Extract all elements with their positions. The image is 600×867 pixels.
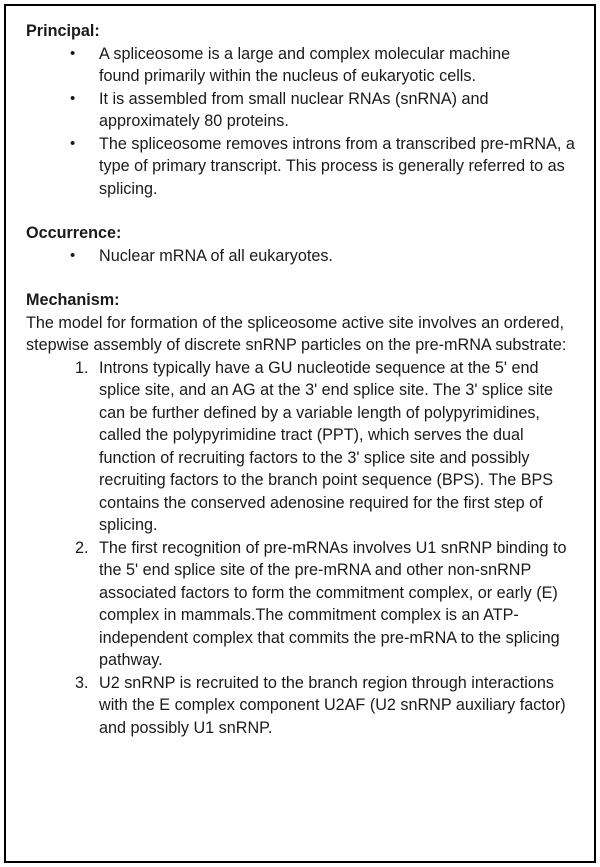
occurrence-section [26,222,581,267]
list-item: • It is assembled from small nuclear RNAs (snRNA) and approximately 80 proteins. [99,88,581,133]
list-item: • Nuclear mRNA of all eukaryotes. [99,245,581,268]
occurrence-list [26,245,581,268]
principal-heading: Principal: [26,22,100,40]
step-number: 1. [75,358,89,377]
occurrence-heading: Occurrence: [26,224,122,242]
mechanism-steps [26,357,581,740]
list-item: • The spliceosome removes introns from a transcribed pre-mRNA, a type of primary transcript. This process is generally referred to as splicing. [99,133,581,201]
step-number: 3. [75,673,89,692]
step-text: The first recognition of pre-mRNAs involves U1 snRNP binding to the 5' end splice site of the pre-mRNA and other non-snRNP associated factors to form the commitment complex, or early (E) complex in mammals.The commitment complex is an ATP-independent complex that commits the pre-mRNA to the splicing pathway. [99,538,567,669]
list-item [75,537,581,672]
step-text: U2 snRNP is recruited to the branch region through interactions with the E complex component U2AF (U2 snRNP auxiliary factor) and possibly U1 snRNP. [99,673,566,737]
mechanism-section [26,289,581,739]
list-item [75,672,581,740]
principal-list [26,43,581,201]
document [26,20,581,761]
step-text: Introns typically have a GU nucleotide sequence at the 5' end splice site, and an AG at the 3' end splice site. The 3' splice site can be further defined by a variable length of polypyrimidines, called the polypyrimidine tract (PPT), which serves the dual function of recruiting factors to the 3' splice site and possibly recruiting factors to the branch point sequence (BPS). The BPS contains the conserved adenosine required for the first step of splicing. [99,358,554,534]
principal-section [26,20,581,200]
mechanism-intro: The model for formation of the spliceosome active site involves an ordered, stepwise assembly of discrete snRNP particles on the pre-mRNA substrate: [26,313,567,354]
list-item: • A spliceosome is a large and complex molecular machine found primarily within the nucleus of eukaryotic cells. [99,43,581,88]
mechanism-heading: Mechanism: [26,291,120,309]
list-item [75,357,581,537]
step-number: 2. [75,538,89,557]
